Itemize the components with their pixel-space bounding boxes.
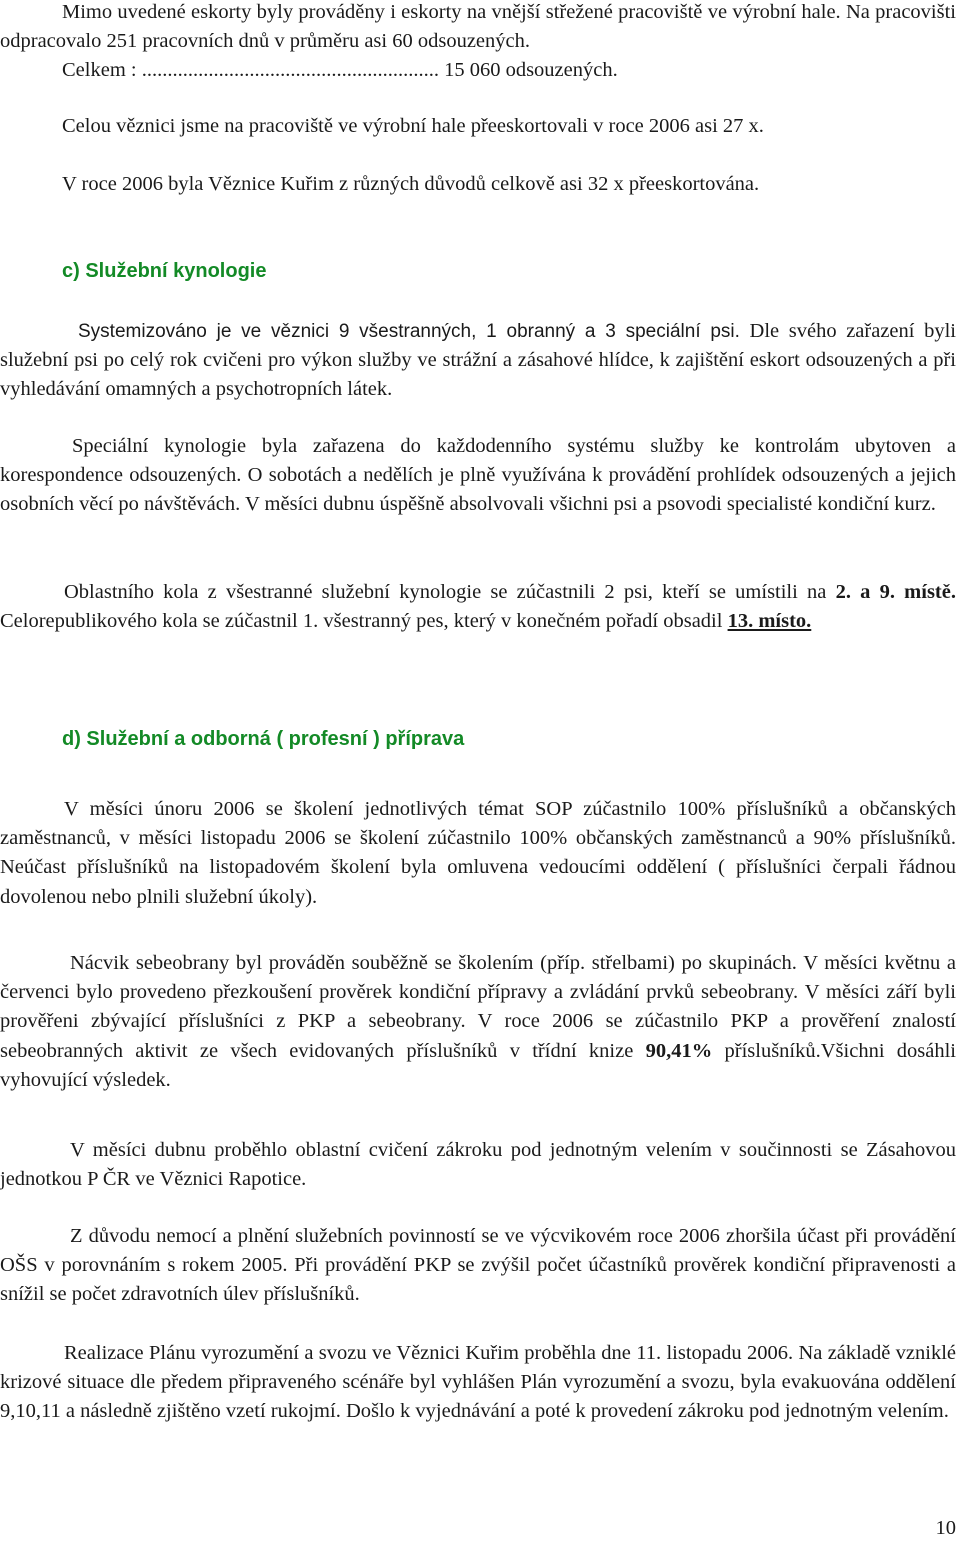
paragraph-kynologie-2: Speciální kynologie byla zařazena do každodenního systému služby ke kontrolám ubytoven a korespondence odsouzených. O sobotách a nedělích je plně využívána k provádění prohlídek odsouzených a jejich osobních věcí po návštěvách. V měsíci dubnu úspěšně absolvovali všichni psi a psovodi specialisté kondiční kurz.: [0, 435, 956, 516]
heading-sluzebni-kynologie: c) Služební kynologie: [62, 260, 267, 282]
page-number: 10: [935, 1517, 956, 1539]
paragraph-priprava-1: V měsíci únoru 2006 se školení jednotlivých témat SOP zúčastnilo 100% příslušníků a občanských zaměstnanců, v měsíci listopadu 2006 se školení zúčastnilo 100% občanských zaměstnanců a 90% příslušníků. Neúčast příslušníků na listopadovém školení byla omluvena vedoucími oddělení ( příslušníci čerpali řádnou dovolenou nebo plnili služební úkoly).: [0, 798, 956, 908]
paragraph-kynologie-1: Systemizováno je ve věznici 9 všestranných, 1 obranný a 3 speciální psi. Dle svého zařazení byli služební psi po celý rok cvičeni pro výkon služby ve strážní a zásahové hlídce, k zajištění eskort odsouzených a při vyhledávání omamných a psychotropních látek.: [0, 320, 956, 401]
total-line: Celkem : .......................................................... 15 060 odsouzených.: [62, 59, 618, 81]
paragraph-escorts: Mimo uvedené eskorty byly prováděny i eskorty na vnější střežené pracoviště ve výrobní hale. Na pracovišti odpracovalo 251 pracovních dnů v průměru asi 60 odsouzených.: [0, 1, 956, 53]
paragraph-priprava-2: Nácvik sebeobrany byl prováděn souběžně se školením (příp. střelbami) po skupinách. V měsíci květnu a červenci bylo provedeno přezkoušení prověrek kondiční přípravy a zvládání prvků sebeobrany. V měsíci září byli prověřeni zbývající příslušníci z PKP a sebeobrany. V roce 2006 se zúčastnilo PKP a prověření znalostí sebeobranných aktivit ze všech evidovaných příslušníků v třídní knize 90,41% příslušníků.Všichni dosáhli vyhovující výsledek.: [0, 952, 957, 1091]
paragraph-priprava-4: Z důvodu nemocí a plnění služebních povinností se ve výcvikovém roce 2006 zhoršila účast při provádění OŠS v porovnáním s rokem 2005. Při provádění PKP se zvýšil počet účastníků prověrek kondiční připravenosti a snížil se počet zdravotních úlev příslušníků.: [0, 1225, 956, 1306]
heading-sluzebni-priprava: d) Služební a odborná ( profesní ) příprava: [62, 728, 465, 750]
paragraph-priprava-3: V měsíci dubnu proběhlo oblastní cvičení zákroku pod jednotným velením v součinnosti se Zásahovou jednotkou P ČR ve Věznici Rapotice.: [0, 1139, 956, 1191]
paragraph-year-escorts: V roce 2006 byla Věznice Kuřim z různých důvodů celkově asi 32 x přeeskortována.: [62, 173, 760, 195]
paragraph-kynologie-3: Oblastního kola z všestranné služební kynologie se zúčastnili 2 psi, kteří se umístili na 2. a 9. místě. Celorepublikového kola se zúčastnil 1. všestranný pes, který v konečném pořadí obsadil 13. místo.: [0, 581, 956, 633]
paragraph-whole-prison: Celou věznici jsme na pracoviště ve výrobní hale přeeskortovali v roce 2006 asi 27 x.: [62, 115, 764, 137]
paragraph-priprava-5: Realizace Plánu vyrozumění a svozu ve Věznici Kuřim proběhla dne 11. listopadu 2006. Na základě vzniklé krizové situace dle předem připraveného scénáře byl vyhlášen Plán vyrozumění a svozu, byla evakuována oddělení 9,10,11 a následně zjištěno vzetí rukojmí. Došlo k vyjednávání a poté k provedení zákroku pod jednotným velením.: [0, 1342, 956, 1423]
